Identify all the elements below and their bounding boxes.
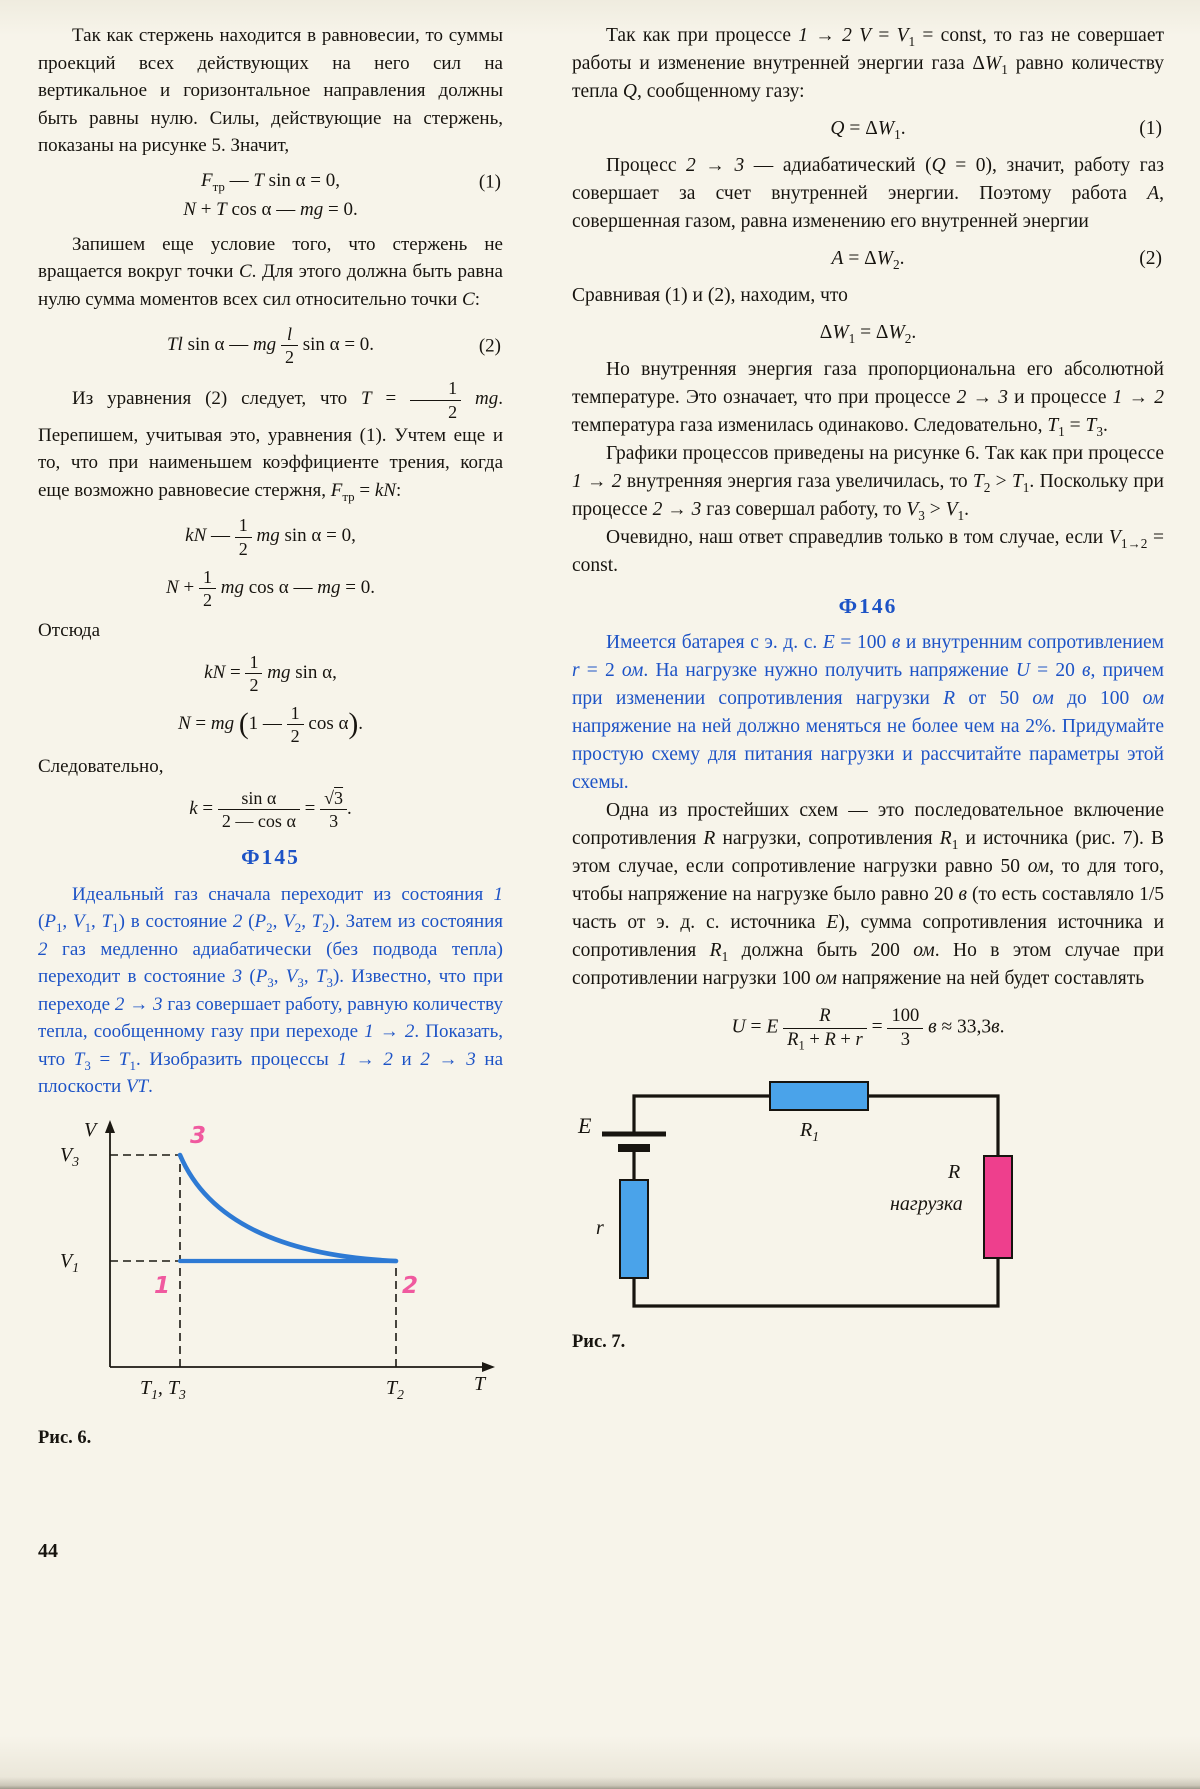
equation-number: (1) [1139, 118, 1162, 139]
equation-dw [572, 318, 1164, 348]
page-bottom-edge [0, 1777, 1200, 1789]
connector-word: Следовательно, [38, 756, 164, 778]
equation-line: N + T cos α — mg = 0. [183, 199, 358, 220]
equation-kn-result [38, 651, 503, 696]
equation-a [572, 244, 1164, 274]
equation-line: $A = \Delta W_2$. [831, 248, 905, 272]
point-2-label: 2 [402, 1272, 419, 1299]
connector-word: Отсюда [38, 620, 101, 642]
equation-k-final [38, 787, 503, 832]
emf-label: E [578, 1112, 592, 1138]
equation-line: kN = $\frac{1}{2}$ mg sin α, [204, 651, 337, 695]
right-column [572, 22, 1164, 1356]
problem-146-text: Имеется батарея с э. д. с. E = 100 в и внутренним сопротивлением r = 2 ом. На нагрузке нужно получить напряжение U = 20 в, причем при изменении сопротивления нагрузки R от 50 ом до 100 ом напряжение на ней должно меняться не более чем на 2%. Придумайте простую схему для питания нагрузки и рассчитайте параметры этой схемы. [572, 632, 1165, 793]
figure-7-circuit [572, 1066, 1132, 1318]
solution-paragraph: Одна из простейших схем — это последовательное включение сопротивления R нагрузки, сопротивления $R_1$ и источника (рис. 7). В этом случае, если сопротивление нагрузки равно 50 ом, то для того, чтобы напряжение на нагрузке было равно 20 в (то есть составляло 1/5 часть от э. д. с. источника E), сумма сопротивления источника и сопротивления $R_1$ должна быть 200 ом. Но в этом случае при сопротивлении нагрузки 100 ом напряжение на ней будет составлять [572, 800, 1164, 989]
x-axis-label: T [474, 1372, 486, 1395]
v1-tick-label: $V_1$ [60, 1249, 80, 1275]
figure-7-caption: Рис. 7. [572, 1331, 626, 1352]
solution-paragraph: Очевидно, наш ответ справедлив только в том случае, если $V_{1\to 2}$ = const. [572, 527, 1164, 576]
figure-6-vt-graph [38, 1115, 508, 1415]
y-axis-arrow [105, 1120, 115, 1133]
equation-line: $\Delta W_1 = \Delta W_2$. [819, 322, 917, 346]
load-word-label: нагрузка [890, 1192, 963, 1215]
equation-line: N + $\frac{1}{2}$ mg cos α — mg = 0. [166, 566, 375, 610]
equation-number: (2) [478, 334, 501, 356]
equation-kn [38, 514, 503, 559]
solution-paragraph: Но внутренняя энергия газа пропорциональна его абсолютной температуре. Это означает, что при процессе 2 → 3 и процессе 1 → 2 температура газа изменилась одинаково. Следовательно, $T_1 = T_3$. [572, 359, 1165, 439]
solution-paragraph: Запишем еще условие того, что стержень не вращается вокруг точки C. Для этого должна быть равна нулю сумма моментов всех сил относительно точки C: [38, 233, 503, 310]
equation-q [572, 114, 1164, 144]
equation-u [572, 1005, 1164, 1052]
resistor-r1 [770, 1082, 868, 1110]
y-axis-label: V [84, 1118, 97, 1141]
equation-line: N = mg (1 — $\frac{1}{2}$ cos α). [177, 703, 364, 747]
internal-resistor-r [620, 1180, 648, 1278]
equation-line: kN — $\frac{1}{2}$ mg sin α = 0, [185, 515, 356, 559]
equation-line: U = E $\frac{R}{R_1 + R + r}$ = $\frac{100}{3}$ в ≈ 33,3в. [731, 1005, 1005, 1053]
internal-r-label: r [596, 1216, 604, 1239]
problem-145-title: Ф145 [241, 845, 300, 870]
t1-t3-tick-label: $T_1$, $T_3$ [140, 1376, 186, 1402]
problem-145-text: Идеальный газ сначала переходит из состояния 1 ($P_1$, $V_1$, $T_1$) в состояние 2 ($P_2$, $V_2$, $T_2$). Затем из состояния 2 газ медленно адиабатически (без подвода тепла) переходит в состояние 3 ($P_3$, $V_3$, $T_3$). Известно, что при переходе 2 → 3 газ совершает работу, равную количеству тепла, сообщенному газу при переходе 1 → 2. Показать, что $T_3 = T_1$. Изобразить процессы 1 → 2 и 2 → 3 на плоскости VT. [38, 883, 504, 1098]
equation-line: k = $\frac{\text{sin α}}{\text{2 — cos α}}$ = $\frac{√3}{3}$ . [189, 787, 352, 832]
equation-2 [38, 323, 503, 368]
v3-tick-label: $V_3$ [60, 1143, 80, 1169]
page-number: 44 [38, 1540, 58, 1562]
equation-1 [38, 166, 503, 225]
t2-tick-label: $T_2$ [386, 1376, 404, 1402]
load-resistor-R [984, 1156, 1012, 1258]
figure-6-caption: Рис. 6. [38, 1427, 92, 1448]
equation-n-result [38, 702, 503, 747]
problem-146-title: Ф146 [838, 594, 898, 618]
solution-paragraph: Из уравнения (2) следует, что T = $\frac{1}{2}$ mg. Перепишем, учитывая это, уравнения (1). Учтем еще и то, что при наименьшем коэффициенте трения, когда еще возможно равновесие стержня, $F_{тр}$ = kN: [38, 378, 503, 504]
equation-number: (2) [1139, 248, 1162, 269]
point-3-label: 3 [190, 1122, 207, 1149]
solution-paragraph: Графики процессов приведены на рисунке 6. Так как при процессе 1 → 2 внутренняя энергия газа увеличилась, то $T_2 > T_1$. Поскольку при процессе 2 → 3 газ совершал работу, то $V_3 > V_1$. [572, 443, 1164, 523]
left-column [38, 22, 503, 1452]
adiabat-curve-3-2 [180, 1155, 396, 1261]
solution-paragraph: Сравнивая (1) и (2), находим, что [572, 285, 848, 306]
equation-line: $Q = \Delta W_1$. [830, 118, 906, 142]
equation-line: Tl sin α — mg $\frac{l}{2}$ sin α = 0. [166, 324, 375, 368]
equation-number: (1) [478, 170, 501, 192]
solution-paragraph: Процесс 2 → 3 — адиабатический (Q = 0), значит, работу газ совершает за счет внутренней энергии. Поэтому работа A, совершенная газом, равна изменению его внутренней энергии [572, 155, 1165, 232]
point-1-label: 1 [154, 1272, 171, 1299]
vt-graph-canvas [38, 1115, 508, 1415]
solution-paragraph: Так как стержень находится в равновесии, то суммы проекций всех действующих на него сил на вертикальное и горизонтальное направления должны быть равны нулю. Силы, действующие на стержень, показаны на рисунке 5. Значит, [38, 25, 503, 156]
circuit-canvas [572, 1066, 1132, 1318]
equation-n [38, 566, 503, 611]
solution-paragraph: Так как при процессе 1 → 2 $V = V_1$ = const, то газ не совершает работы и изменение внутренней энергии газа $\Delta W_1$ равно количеству тепла Q, сообщенному газу: [572, 25, 1165, 102]
r1-label: $R_1$ [800, 1118, 820, 1144]
equation-line: $F_{тр}$ — T sin α = 0, [200, 169, 341, 194]
load-r-label: R [948, 1160, 961, 1183]
